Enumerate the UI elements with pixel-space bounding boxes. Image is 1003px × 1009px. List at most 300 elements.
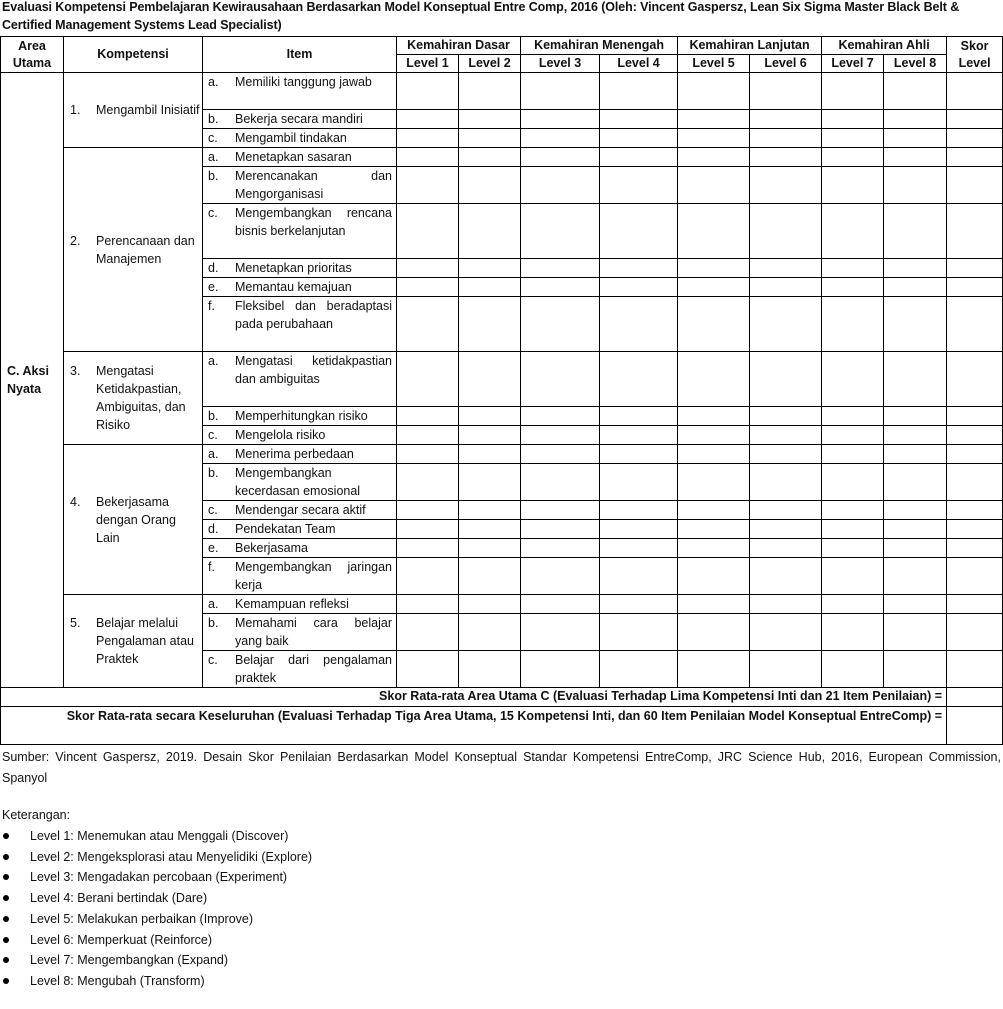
skor-level-cell[interactable]: [947, 110, 1003, 129]
bullet-icon: [2, 867, 30, 888]
note-text: Level 5: Melakukan perbaikan (Improve): [30, 911, 254, 926]
area-cell: C. Aksi Nyata: [1, 73, 64, 688]
level-score-cell[interactable]: [822, 167, 884, 204]
level-score-cell[interactable]: [459, 558, 521, 595]
item-cell: [203, 426, 397, 445]
header-group-menengah: Kemahiran Menengah: [521, 37, 678, 55]
item-text: Belajar dari pengalaman praktek: [235, 653, 392, 685]
summary-total-row: [1, 707, 1003, 745]
level-score-cell[interactable]: [884, 464, 947, 501]
item-letter: c.: [208, 428, 218, 442]
item-text: Menetapkan sasaran: [235, 150, 352, 164]
notes-title: Keterangan:: [2, 808, 71, 822]
item-text: Memiliki tanggung jawab: [235, 75, 372, 89]
bullet-icon: [2, 971, 30, 992]
skor-level-cell[interactable]: [947, 464, 1003, 501]
item-letter: b.: [208, 616, 219, 630]
level-score-cell[interactable]: [750, 558, 822, 595]
level-score-cell[interactable]: [750, 148, 822, 167]
level-score-cell[interactable]: [750, 520, 822, 539]
level-score-cell[interactable]: [678, 445, 750, 464]
level-score-cell[interactable]: [521, 501, 600, 520]
level-score-cell[interactable]: [521, 148, 600, 167]
level-score-cell[interactable]: [521, 278, 600, 297]
level-score-cell[interactable]: [750, 539, 822, 558]
level-score-cell[interactable]: [750, 73, 822, 110]
level-score-cell[interactable]: [521, 445, 600, 464]
note-item: [2, 847, 1001, 868]
item-letter: b.: [208, 466, 219, 480]
level-score-cell[interactable]: [822, 148, 884, 167]
level-score-cell[interactable]: [459, 595, 521, 614]
level-score-cell[interactable]: [600, 148, 678, 167]
level-score-cell[interactable]: [459, 352, 521, 407]
level-score-cell[interactable]: [884, 407, 947, 426]
competency-number: 4.: [70, 494, 81, 509]
item-text: Fleksibel dan beradaptasi pada perubahaan: [235, 299, 392, 331]
level-score-cell[interactable]: [678, 539, 750, 558]
level-score-cell[interactable]: [397, 110, 459, 129]
skor-level-cell[interactable]: [947, 501, 1003, 520]
level-score-cell[interactable]: [521, 73, 600, 110]
source-note: Sumber: Vincent Gaspersz, 2019. Desain Skor Penilaian Berdasarkan Model Konseptual Standar Kompetensi EntreComp, JRC Science Hub, 2016, European Commission, Spanyol: [2, 750, 1001, 785]
level-score-cell[interactable]: [600, 352, 678, 407]
level-score-cell[interactable]: [397, 73, 459, 110]
level-score-cell[interactable]: [822, 426, 884, 445]
level-score-cell[interactable]: [521, 167, 600, 204]
level-score-cell[interactable]: [521, 129, 600, 148]
skor-level-cell[interactable]: [947, 520, 1003, 539]
level-score-cell[interactable]: [397, 204, 459, 259]
level-score-cell[interactable]: [521, 297, 600, 352]
level-score-cell[interactable]: [397, 259, 459, 278]
item-text: Menerima perbedaan: [235, 447, 354, 461]
level-score-cell[interactable]: [884, 110, 947, 129]
level-score-cell[interactable]: [600, 651, 678, 688]
header-level: Level 3: [521, 55, 600, 73]
header-group-ahli: Kemahiran Ahli: [822, 37, 947, 55]
level-score-cell[interactable]: [459, 520, 521, 539]
item-letter: d.: [208, 261, 219, 275]
level-score-cell[interactable]: [750, 204, 822, 259]
skor-level-cell[interactable]: [947, 148, 1003, 167]
item-text: Bekerja secara mandiri: [235, 112, 363, 126]
bullet-icon: [2, 826, 30, 847]
level-score-cell[interactable]: [600, 407, 678, 426]
table-row: [1, 445, 1003, 464]
skor-level-cell[interactable]: [947, 614, 1003, 651]
level-score-cell[interactable]: [678, 558, 750, 595]
level-score-cell[interactable]: [884, 73, 947, 110]
level-score-cell[interactable]: [884, 501, 947, 520]
bullet-icon: [2, 930, 30, 951]
item-cell: [203, 407, 397, 426]
level-score-cell[interactable]: [678, 297, 750, 352]
skor-level-cell[interactable]: [947, 539, 1003, 558]
level-score-cell[interactable]: [397, 426, 459, 445]
item-text: Pendekatan Team: [235, 522, 336, 536]
bullet-icon: [2, 909, 30, 930]
level-score-cell[interactable]: [459, 110, 521, 129]
level-score-cell[interactable]: [600, 110, 678, 129]
skor-level-cell[interactable]: [947, 129, 1003, 148]
note-item: [2, 971, 1001, 992]
level-score-cell[interactable]: [822, 501, 884, 520]
competency-name: Belajar melalui Pengalaman atau Praktek: [96, 616, 194, 666]
level-score-cell[interactable]: [678, 614, 750, 651]
level-score-cell[interactable]: [884, 297, 947, 352]
level-score-cell[interactable]: [600, 204, 678, 259]
level-score-cell[interactable]: [521, 558, 600, 595]
level-score-cell[interactable]: [822, 110, 884, 129]
bullet-icon: [2, 847, 30, 868]
item-cell: [203, 651, 397, 688]
level-score-cell[interactable]: [678, 464, 750, 501]
level-score-cell[interactable]: [600, 445, 678, 464]
level-score-cell[interactable]: [397, 520, 459, 539]
level-score-cell[interactable]: [678, 595, 750, 614]
item-text: Memperhitungkan risiko: [235, 409, 368, 423]
level-score-cell[interactable]: [822, 352, 884, 407]
item-cell: [203, 539, 397, 558]
level-score-cell[interactable]: [600, 614, 678, 651]
level-score-cell[interactable]: [822, 73, 884, 110]
item-cell: [203, 501, 397, 520]
item-letter: e.: [208, 280, 219, 294]
level-score-cell[interactable]: [678, 259, 750, 278]
header-level: Level 4: [600, 55, 678, 73]
summary-area-row: [1, 688, 1003, 707]
header-area: Area Utama: [1, 37, 64, 73]
item-letter: c.: [208, 653, 218, 667]
level-score-cell[interactable]: [884, 595, 947, 614]
level-score-cell[interactable]: [822, 297, 884, 352]
level-score-cell[interactable]: [822, 407, 884, 426]
level-score-cell[interactable]: [678, 407, 750, 426]
competency-cell: [64, 148, 203, 352]
item-letter: a.: [208, 150, 219, 164]
item-cell: [203, 558, 397, 595]
level-score-cell[interactable]: [822, 278, 884, 297]
table-row: [1, 148, 1003, 167]
item-letter: f.: [208, 299, 215, 313]
level-score-cell[interactable]: [459, 278, 521, 297]
item-text: Memahami cara belajar yang baik: [235, 616, 392, 648]
level-score-cell[interactable]: [884, 520, 947, 539]
competency-cell: [64, 595, 203, 688]
level-score-cell[interactable]: [822, 520, 884, 539]
level-score-cell[interactable]: [822, 539, 884, 558]
level-score-cell[interactable]: [678, 501, 750, 520]
level-score-cell[interactable]: [397, 501, 459, 520]
skor-level-cell[interactable]: [947, 259, 1003, 278]
item-cell: [203, 167, 397, 204]
level-score-cell[interactable]: [884, 167, 947, 204]
level-score-cell[interactable]: [521, 464, 600, 501]
level-score-cell[interactable]: [750, 407, 822, 426]
item-text: Mengatasi ketidakpastian dan ambiguitas: [235, 354, 392, 386]
level-score-cell[interactable]: [822, 129, 884, 148]
level-score-cell[interactable]: [521, 539, 600, 558]
level-score-cell[interactable]: [459, 539, 521, 558]
level-score-cell[interactable]: [521, 352, 600, 407]
level-score-cell[interactable]: [884, 129, 947, 148]
level-score-cell[interactable]: [822, 259, 884, 278]
skor-level-cell[interactable]: [947, 297, 1003, 352]
item-letter: e.: [208, 541, 219, 555]
level-score-cell[interactable]: [884, 278, 947, 297]
header-level: Level 5: [678, 55, 750, 73]
level-score-cell[interactable]: [822, 464, 884, 501]
level-score-cell[interactable]: [459, 445, 521, 464]
header-group-dasar: Kemahiran Dasar: [397, 37, 521, 55]
note-item: [2, 888, 1001, 909]
level-score-cell[interactable]: [884, 651, 947, 688]
level-score-cell[interactable]: [459, 204, 521, 259]
level-score-cell[interactable]: [521, 407, 600, 426]
level-score-cell[interactable]: [750, 352, 822, 407]
level-score-cell[interactable]: [884, 259, 947, 278]
level-score-cell[interactable]: [884, 445, 947, 464]
table-row: [1, 352, 1003, 407]
item-cell: [203, 595, 397, 614]
level-score-cell[interactable]: [600, 297, 678, 352]
level-score-cell[interactable]: [750, 278, 822, 297]
summary-total-label: Skor Rata-rata secara Keseluruhan (Evaluasi Terhadap Tiga Area Utama, 15 Kompetensi Inti, dan 60 Item Penilaian Model Konseptual EntreComp) =: [1, 707, 947, 745]
level-score-cell[interactable]: [459, 501, 521, 520]
level-score-cell[interactable]: [521, 204, 600, 259]
skor-level-cell[interactable]: [947, 407, 1003, 426]
note-item: [2, 930, 1001, 951]
level-score-cell[interactable]: [521, 595, 600, 614]
item-text: Mengembangkan kecerdasan emosional: [235, 466, 361, 498]
item-text: Merencanakan dan Mengorganisasi: [235, 169, 392, 201]
level-score-cell[interactable]: [678, 426, 750, 445]
note-item: [2, 950, 1001, 971]
header-level: Level 1: [397, 55, 459, 73]
level-score-cell[interactable]: [459, 407, 521, 426]
level-score-cell[interactable]: [521, 520, 600, 539]
bullet-icon: [2, 888, 30, 909]
level-score-cell[interactable]: [822, 558, 884, 595]
note-item: [2, 867, 1001, 888]
level-score-cell[interactable]: [678, 278, 750, 297]
level-score-cell[interactable]: [678, 204, 750, 259]
level-score-cell[interactable]: [600, 539, 678, 558]
bullet-icon: [2, 950, 30, 971]
level-score-cell[interactable]: [459, 651, 521, 688]
level-score-cell[interactable]: [600, 501, 678, 520]
level-score-cell[interactable]: [678, 352, 750, 407]
item-letter: c.: [208, 131, 218, 145]
skor-level-cell[interactable]: [947, 651, 1003, 688]
level-score-cell[interactable]: [600, 73, 678, 110]
level-score-cell[interactable]: [459, 148, 521, 167]
item-cell: [203, 520, 397, 539]
level-score-cell[interactable]: [397, 297, 459, 352]
level-score-cell[interactable]: [600, 464, 678, 501]
level-score-cell[interactable]: [884, 558, 947, 595]
level-score-cell[interactable]: [822, 614, 884, 651]
level-score-cell[interactable]: [750, 595, 822, 614]
item-cell: [203, 297, 397, 352]
level-score-cell[interactable]: [521, 426, 600, 445]
item-cell: [203, 148, 397, 167]
level-score-cell[interactable]: [397, 148, 459, 167]
table-row: [1, 73, 1003, 110]
item-letter: c.: [208, 206, 218, 220]
item-text: Mengembangkan jaringan kerja: [235, 560, 392, 592]
competency-number: 2.: [70, 233, 81, 248]
skor-level-cell[interactable]: [947, 352, 1003, 407]
competency-name: Perencanaan dan Manajemen: [96, 233, 195, 266]
level-score-cell[interactable]: [884, 148, 947, 167]
skor-level-cell[interactable]: [947, 167, 1003, 204]
level-score-cell[interactable]: [884, 426, 947, 445]
summary-area-value-cell[interactable]: [947, 688, 1003, 707]
level-score-cell[interactable]: [521, 259, 600, 278]
level-score-cell[interactable]: [678, 129, 750, 148]
level-score-cell[interactable]: [459, 259, 521, 278]
header-level: Level 7: [822, 55, 884, 73]
note-text: Level 6: Memperkuat (Reinforce): [30, 932, 213, 947]
level-score-cell[interactable]: [750, 426, 822, 445]
level-score-cell[interactable]: [397, 651, 459, 688]
level-score-cell[interactable]: [521, 614, 600, 651]
item-text: Memantau kemajuan: [235, 280, 352, 294]
item-letter: b.: [208, 112, 219, 126]
level-score-cell[interactable]: [750, 445, 822, 464]
level-score-cell[interactable]: [884, 352, 947, 407]
summary-total-value-cell[interactable]: [947, 707, 1003, 745]
skor-level-cell[interactable]: [947, 445, 1003, 464]
level-score-cell[interactable]: [678, 651, 750, 688]
header-group-lanjutan: Kemahiran Lanjutan: [678, 37, 822, 55]
item-cell: [203, 352, 397, 407]
summary-area-label: Skor Rata-rata Area Utama C (Evaluasi Terhadap Lima Kompetensi Inti dan 21 Item Penilaian) =: [1, 688, 947, 707]
level-score-cell[interactable]: [884, 539, 947, 558]
level-score-cell[interactable]: [822, 595, 884, 614]
level-score-cell[interactable]: [822, 445, 884, 464]
document-title: Evaluasi Kompetensi Pembelajaran Kewirausahaan Berdasarkan Model Konseptual Entre Comp, 2016 (Oleh: Vincent Gaspersz, Lean Six Sigma Master Black Belt & Certified Management Systems Lead Specialist): [2, 0, 960, 32]
level-score-cell[interactable]: [397, 129, 459, 148]
level-score-cell[interactable]: [750, 297, 822, 352]
level-score-cell[interactable]: [884, 614, 947, 651]
level-score-cell[interactable]: [459, 614, 521, 651]
note-text: Level 2: Mengeksplorasi atau Menyelidiki (Explore): [30, 849, 313, 864]
item-cell: [203, 464, 397, 501]
level-score-cell[interactable]: [678, 110, 750, 129]
skor-level-cell[interactable]: [947, 278, 1003, 297]
level-score-cell[interactable]: [397, 167, 459, 204]
level-score-cell[interactable]: [521, 110, 600, 129]
level-score-cell[interactable]: [397, 558, 459, 595]
item-text: Menetapkan prioritas: [235, 261, 352, 275]
header-skor: Skor Level: [947, 37, 1003, 73]
level-score-cell[interactable]: [459, 297, 521, 352]
evaluation-table: [0, 36, 1003, 745]
item-cell: [203, 259, 397, 278]
level-score-cell[interactable]: [822, 651, 884, 688]
skor-level-cell[interactable]: [947, 595, 1003, 614]
skor-level-cell[interactable]: [947, 558, 1003, 595]
level-score-cell[interactable]: [750, 501, 822, 520]
level-score-cell[interactable]: [397, 614, 459, 651]
level-score-cell[interactable]: [600, 558, 678, 595]
level-score-cell[interactable]: [600, 259, 678, 278]
level-score-cell[interactable]: [678, 148, 750, 167]
level-score-cell[interactable]: [600, 167, 678, 204]
level-score-cell[interactable]: [459, 167, 521, 204]
level-score-cell[interactable]: [459, 129, 521, 148]
item-text: Mengelola risiko: [235, 428, 326, 442]
level-score-cell[interactable]: [397, 278, 459, 297]
item-letter: c.: [208, 503, 218, 517]
level-score-cell[interactable]: [459, 73, 521, 110]
item-cell: [203, 445, 397, 464]
table-row: [1, 595, 1003, 614]
level-score-cell[interactable]: [397, 352, 459, 407]
table-body: [1, 73, 1003, 745]
level-score-cell[interactable]: [884, 204, 947, 259]
level-score-cell[interactable]: [600, 520, 678, 539]
level-score-cell[interactable]: [397, 445, 459, 464]
level-score-cell[interactable]: [678, 167, 750, 204]
level-score-cell[interactable]: [600, 595, 678, 614]
item-letter: d.: [208, 522, 219, 536]
note-text: Level 3: Mengadakan percobaan (Experiment): [30, 870, 288, 885]
level-score-cell[interactable]: [459, 464, 521, 501]
level-score-cell[interactable]: [600, 129, 678, 148]
level-score-cell[interactable]: [600, 278, 678, 297]
skor-level-cell[interactable]: [947, 426, 1003, 445]
note-item: [2, 826, 1001, 847]
level-score-cell[interactable]: [750, 464, 822, 501]
note-text: Level 8: Mengubah (Transform): [30, 973, 205, 988]
skor-level-cell[interactable]: [947, 73, 1003, 110]
level-score-cell[interactable]: [397, 464, 459, 501]
item-letter: a.: [208, 447, 219, 461]
note-item: [2, 909, 1001, 930]
item-cell: [203, 110, 397, 129]
level-score-cell[interactable]: [750, 129, 822, 148]
level-score-cell[interactable]: [678, 73, 750, 110]
level-score-cell[interactable]: [397, 595, 459, 614]
level-score-cell[interactable]: [397, 407, 459, 426]
level-score-cell[interactable]: [750, 651, 822, 688]
item-letter: a.: [208, 354, 219, 368]
item-cell: [203, 204, 397, 259]
item-letter: b.: [208, 169, 219, 183]
level-score-cell[interactable]: [750, 167, 822, 204]
level-score-cell[interactable]: [459, 426, 521, 445]
level-score-cell[interactable]: [822, 204, 884, 259]
level-score-cell[interactable]: [397, 539, 459, 558]
item-text: Mengembangkan rencana bisnis berkelanjutan: [235, 206, 392, 238]
item-text: Mengambil tindakan: [235, 131, 347, 145]
note-text: Level 1: Menemukan atau Menggali (Discover): [30, 829, 289, 843]
item-letter: f.: [208, 560, 215, 574]
level-score-cell[interactable]: [521, 651, 600, 688]
level-score-cell[interactable]: [600, 426, 678, 445]
level-score-cell[interactable]: [750, 110, 822, 129]
level-score-cell[interactable]: [750, 614, 822, 651]
header-level: Level 6: [750, 55, 822, 73]
level-score-cell[interactable]: [750, 259, 822, 278]
level-score-cell[interactable]: [678, 520, 750, 539]
skor-level-cell[interactable]: [947, 204, 1003, 259]
competency-number: 5.: [70, 616, 81, 630]
